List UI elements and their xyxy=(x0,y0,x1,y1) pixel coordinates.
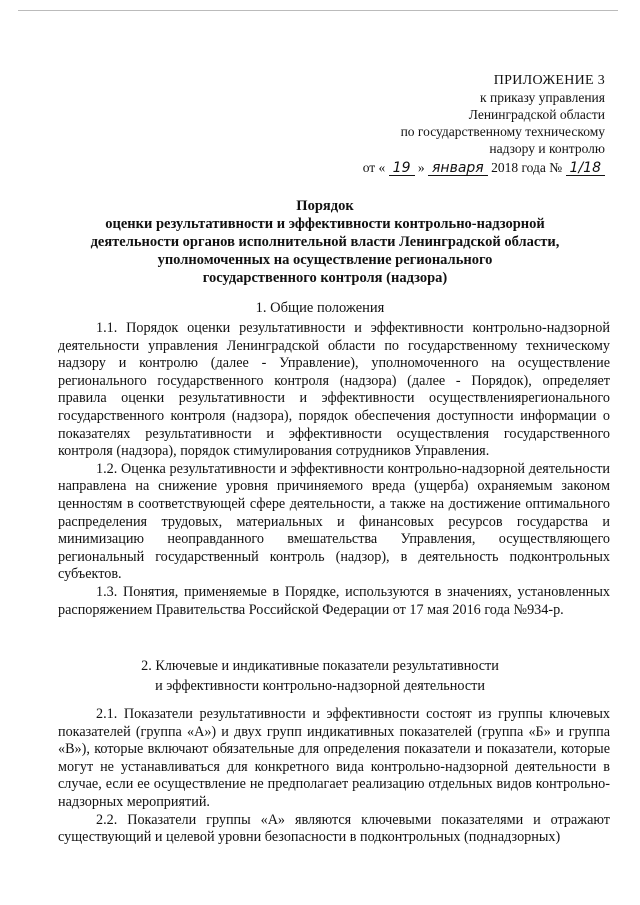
order-date-line xyxy=(345,159,605,176)
scan-top-border xyxy=(18,10,618,11)
header-line-3: по государственному техническому xyxy=(400,124,605,139)
section-2-heading-line-1: 2. Ключевые и индикативные показатели результативности xyxy=(141,658,499,674)
paragraph-2-1: 2.1. Показатели результативности и эффективности состоят из группы ключевых показателей (группа «А») и двух групп индикативных показателей (группа «Б» и группа «В»), которые включают обязательные для определения показатели и показатели, которые могут не устанавливаться для конкретного вида контрольно-надзорной деятельности в случае, если ее осуществление не предполагает реализацию отдельных видов контрольно-надзорных мероприятий. xyxy=(58,706,610,810)
order-number-handwritten: 1/18 xyxy=(566,161,605,176)
number-prefix: № xyxy=(549,160,563,175)
section-2-heading xyxy=(0,656,640,696)
title-line-4: уполномоченных на осуществление регионального xyxy=(157,252,493,268)
paragraph-1-2: 1.2. Оценка результативности и эффективности контрольно-надзорной деятельности направлена на снижение уровня причиняемого вреда (ущерба) охраняемым законом ценностям в соответствующей сфере деятельности, а также на достижение оптимального распределения трудовых, материальных и финансовых ресурсов государства и минимизацию неоправданного вмешательства Управления, осуществляющего региональный государственный контроль (надзор), в деятельность подконтрольных субъектов. xyxy=(58,460,610,583)
appendix-number: ПРИЛОЖЕНИЕ 3 xyxy=(493,73,605,88)
section-1-heading: 1. Общие положения xyxy=(255,300,385,316)
document-title xyxy=(60,197,590,287)
header-line-2: Ленинградской области xyxy=(468,107,605,122)
date-month-handwritten: января xyxy=(428,161,488,176)
date-mid: » xyxy=(417,160,425,175)
header-line-1: к приказу управления xyxy=(480,90,605,105)
title-line-3: деятельности органов исполнительной власти Ленинградской области, xyxy=(90,234,560,250)
paragraph-1-3: 1.3. Понятия, применяемые в Порядке, используются в значениях, установленных распоряжением Правительства Российской Федерации от 17 мая 2016 года №934-р. xyxy=(58,583,610,618)
title-line-5: государственного контроля (надзора) xyxy=(202,270,448,286)
header-line-4: надзору и контролю xyxy=(489,141,605,156)
paragraph-1-1: 1.1. Порядок оценки результативности и эффективности контрольно-надзорной деятельности управления Ленинградской области по государственному техническому надзору и контролю (далее - Управление), уполномоченного на осуществление регионального государственного контроля (надзора) (далее - Порядок), определяет правила оценки результативности и эффективности осуществлениярегионального государственного контроля (надзора), порядок обеспечения доступности информации о показателях результативности и эффективности осуществления государственного контроля (надзора), порядок стимулирования сотрудников Управления. xyxy=(58,320,610,460)
title-line-2: оценки результативности и эффективности контрольно-надзорной xyxy=(105,216,545,232)
section-2-body xyxy=(58,706,610,847)
appendix-header xyxy=(345,72,605,176)
section-1-body xyxy=(58,320,610,619)
date-day-handwritten: 19 xyxy=(389,161,415,176)
date-prefix: от « xyxy=(362,160,386,175)
title-line-1: Порядок xyxy=(296,198,354,214)
paragraph-2-2: 2.2. Показатели группы «А» являются ключевыми показателями и отражают существующий и целевой уровни безопасности в подконтрольных (поднадзорных) xyxy=(58,811,610,846)
section-2-heading-line-2: и эффективности контрольно-надзорной деятельности xyxy=(155,678,485,694)
date-year: 2018 года xyxy=(491,160,546,175)
